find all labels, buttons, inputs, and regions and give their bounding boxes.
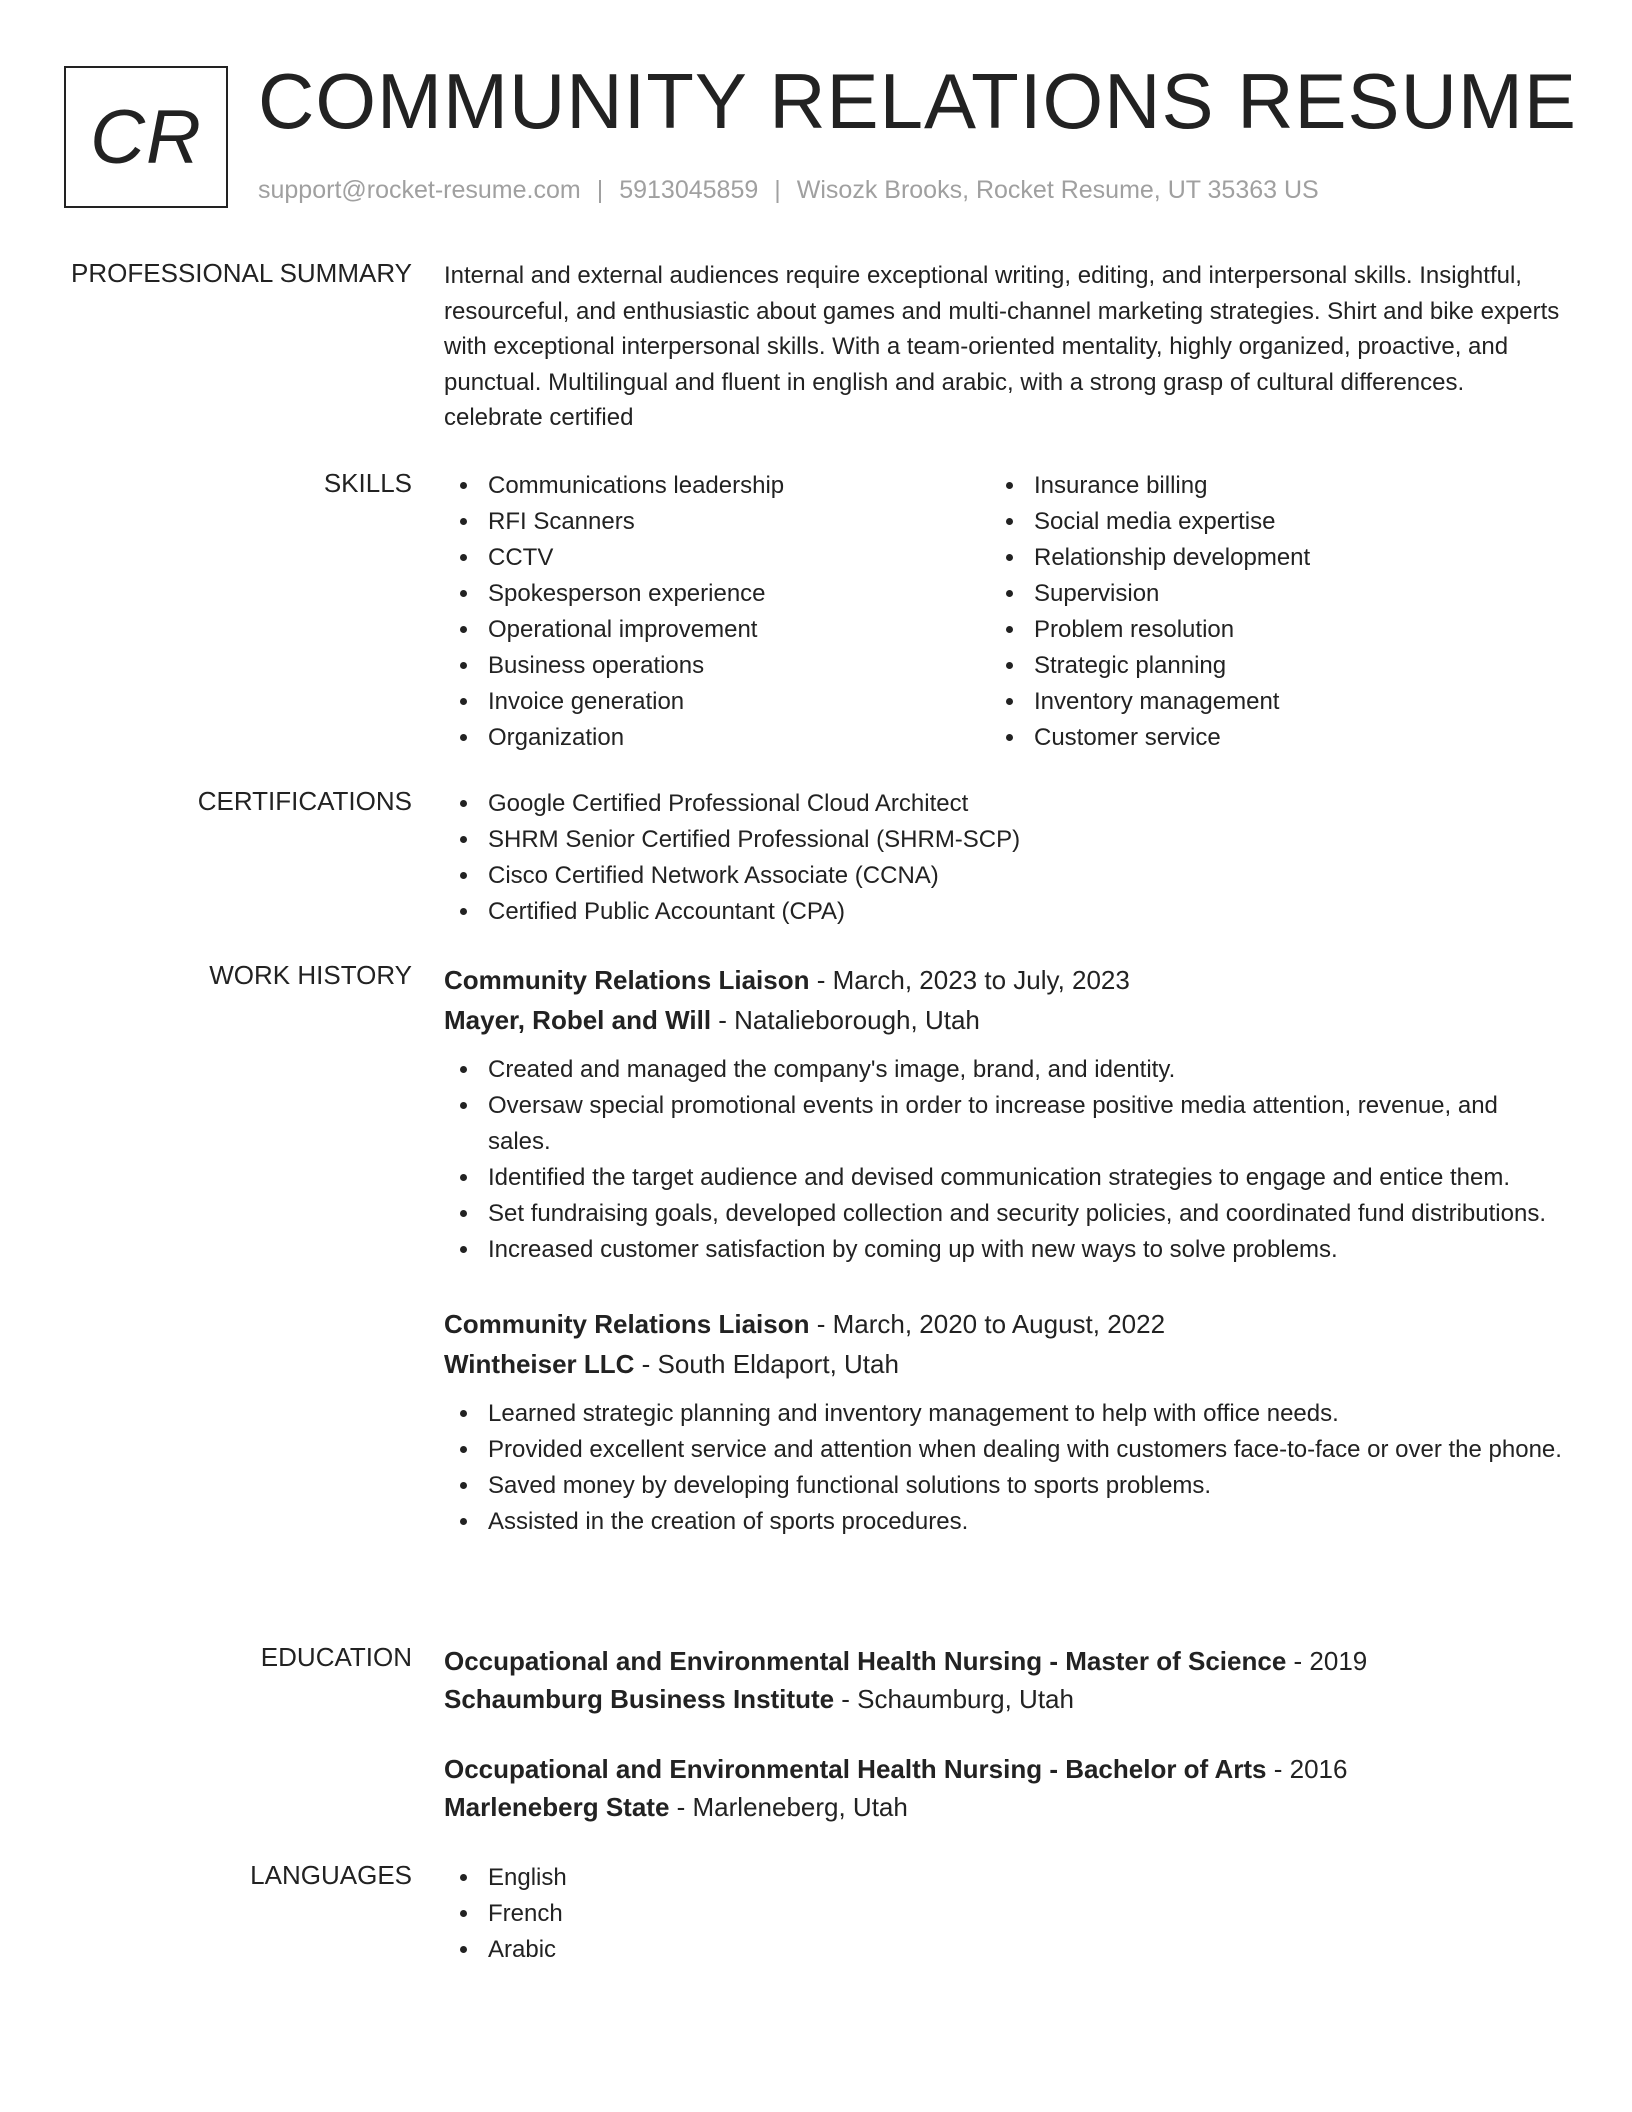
list-item: Business operations [444,648,990,684]
monogram-box [64,66,228,208]
education-school: Schaumburg Business Institute [444,1684,835,1714]
list-item: Saved money by developing functional solutions to sports problems. [444,1468,1564,1504]
list-item: Operational improvement [444,612,990,648]
section-label-work-history: WORK HISTORY [209,960,412,990]
list-item: Arabic [444,1932,1564,1968]
list-item: Identified the target audience and devised communication strategies to engage and entice them. [444,1160,1564,1196]
list-item: RFI Scanners [444,504,990,540]
list-item: Google Certified Professional Cloud Architect [444,786,1564,822]
list-item: Communications leadership [444,468,990,504]
certifications-body [444,786,1564,930]
list-item: Organization [444,720,990,756]
list-item: Learned strategic planning and inventory management to help with office needs. [444,1396,1564,1432]
list-item: CCTV [444,540,990,576]
skills-list-right [990,468,1536,756]
list-item: Set fundraising goals, developed collection and security policies, and coordinated fund distributions. [444,1196,1564,1232]
job-title: Community Relations Liaison [444,1309,810,1339]
education-location: - Schaumburg, Utah [834,1684,1074,1714]
list-item: SHRM Senior Certified Professional (SHRM-SCP) [444,822,1564,858]
work-history-body [444,960,1564,1576]
education-degree: Occupational and Environmental Health Nursing - Master of Science [444,1646,1287,1676]
job-duties-list [444,1396,1564,1540]
job-duties-list [444,1052,1564,1268]
list-item: Insurance billing [990,468,1536,504]
section-label-education: EDUCATION [260,1642,412,1672]
section-label-languages: LANGUAGES [250,1860,412,1890]
resume-title: COMMUNITY RELATIONS RESUME [258,57,1577,145]
contact-phone: 5913045859 [619,176,759,204]
list-item: Increased customer satisfaction by coming up with new ways to solve problems. [444,1232,1564,1268]
list-item: Invoice generation [444,684,990,720]
contact-line [258,176,1319,205]
job-company-line [444,1344,1564,1384]
contact-email: support@rocket-resume.com [258,176,581,204]
list-item: Cisco Certified Network Associate (CCNA) [444,858,1564,894]
job-title: Community Relations Liaison [444,965,810,995]
job-company: Wintheiser LLC [444,1349,635,1379]
certifications-list [444,786,1564,930]
contact-address: Wisozk Brooks, Rocket Resume, UT 35363 US [796,176,1319,204]
job-dates: - March, 2023 to July, 2023 [809,965,1130,995]
education-entry [444,1642,1564,1718]
list-item: Certified Public Accountant (CPA) [444,894,1564,930]
skills-list-left [444,468,990,756]
education-school: Marleneberg State [444,1792,670,1822]
education-school-line [444,1680,1564,1718]
section-label-skills: SKILLS [323,468,412,498]
list-item: Relationship development [990,540,1536,576]
education-location: - Marleneberg, Utah [669,1792,908,1822]
summary-text: Internal and external audiences require exceptional writing, editing, and interpersonal skills. Insightful, resourceful, and enthusiastic about games and multi-channel marketing strategies. Shirt and bike experts with exceptional interpersonal skills. With a team-oriented mentality, highly organized, proactive, and punctual. Multilingual and fluent in english and arabic, with a strong grasp of cultural differences. celebrate certified [444,262,1560,431]
skills-columns [444,468,1564,756]
list-item: Social media expertise [990,504,1536,540]
job-company: Mayer, Robel and Will [444,1005,712,1035]
list-item: English [444,1860,1564,1896]
list-item: Inventory management [990,684,1536,720]
education-year: - 2016 [1266,1754,1348,1784]
job-entry [444,960,1564,1268]
education-entry [444,1750,1564,1826]
section-label-certifications: CERTIFICATIONS [197,786,412,816]
job-location: - Natalieborough, Utah [711,1005,980,1035]
job-title-line [444,960,1564,1000]
job-company-line [444,1000,1564,1040]
list-item: Problem resolution [990,612,1536,648]
section-label-summary: PROFESSIONAL SUMMARY [71,258,412,288]
languages-body [444,1860,1564,1968]
contact-separator: | [774,176,781,204]
job-entry [444,1304,1564,1540]
list-item: Spokesperson experience [444,576,990,612]
list-item: Assisted in the creation of sports procedures. [444,1504,1564,1540]
job-title-line [444,1304,1564,1344]
contact-separator: | [596,176,604,204]
education-degree-line [444,1750,1564,1788]
education-body [444,1642,1564,1858]
list-item: Provided excellent service and attention when dealing with customers face-to-face or over the phone. [444,1432,1564,1468]
languages-list [444,1860,1564,1968]
job-dates: - March, 2020 to August, 2022 [809,1309,1166,1339]
list-item: Customer service [990,720,1536,756]
list-item: Supervision [990,576,1536,612]
list-item: French [444,1896,1564,1932]
list-item: Created and managed the company's image, brand, and identity. [444,1052,1564,1088]
education-year: - 2019 [1286,1646,1368,1676]
list-item: Oversaw special promotional events in order to increase positive media attention, revenue, and sales. [444,1088,1564,1160]
education-school-line [444,1788,1564,1826]
monogram-initials: CR [90,94,202,180]
education-degree: Occupational and Environmental Health Nursing - Bachelor of Arts [444,1754,1267,1784]
list-item: Strategic planning [990,648,1536,684]
education-degree-line [444,1642,1564,1680]
job-location: - South Eldaport, Utah [634,1349,899,1379]
